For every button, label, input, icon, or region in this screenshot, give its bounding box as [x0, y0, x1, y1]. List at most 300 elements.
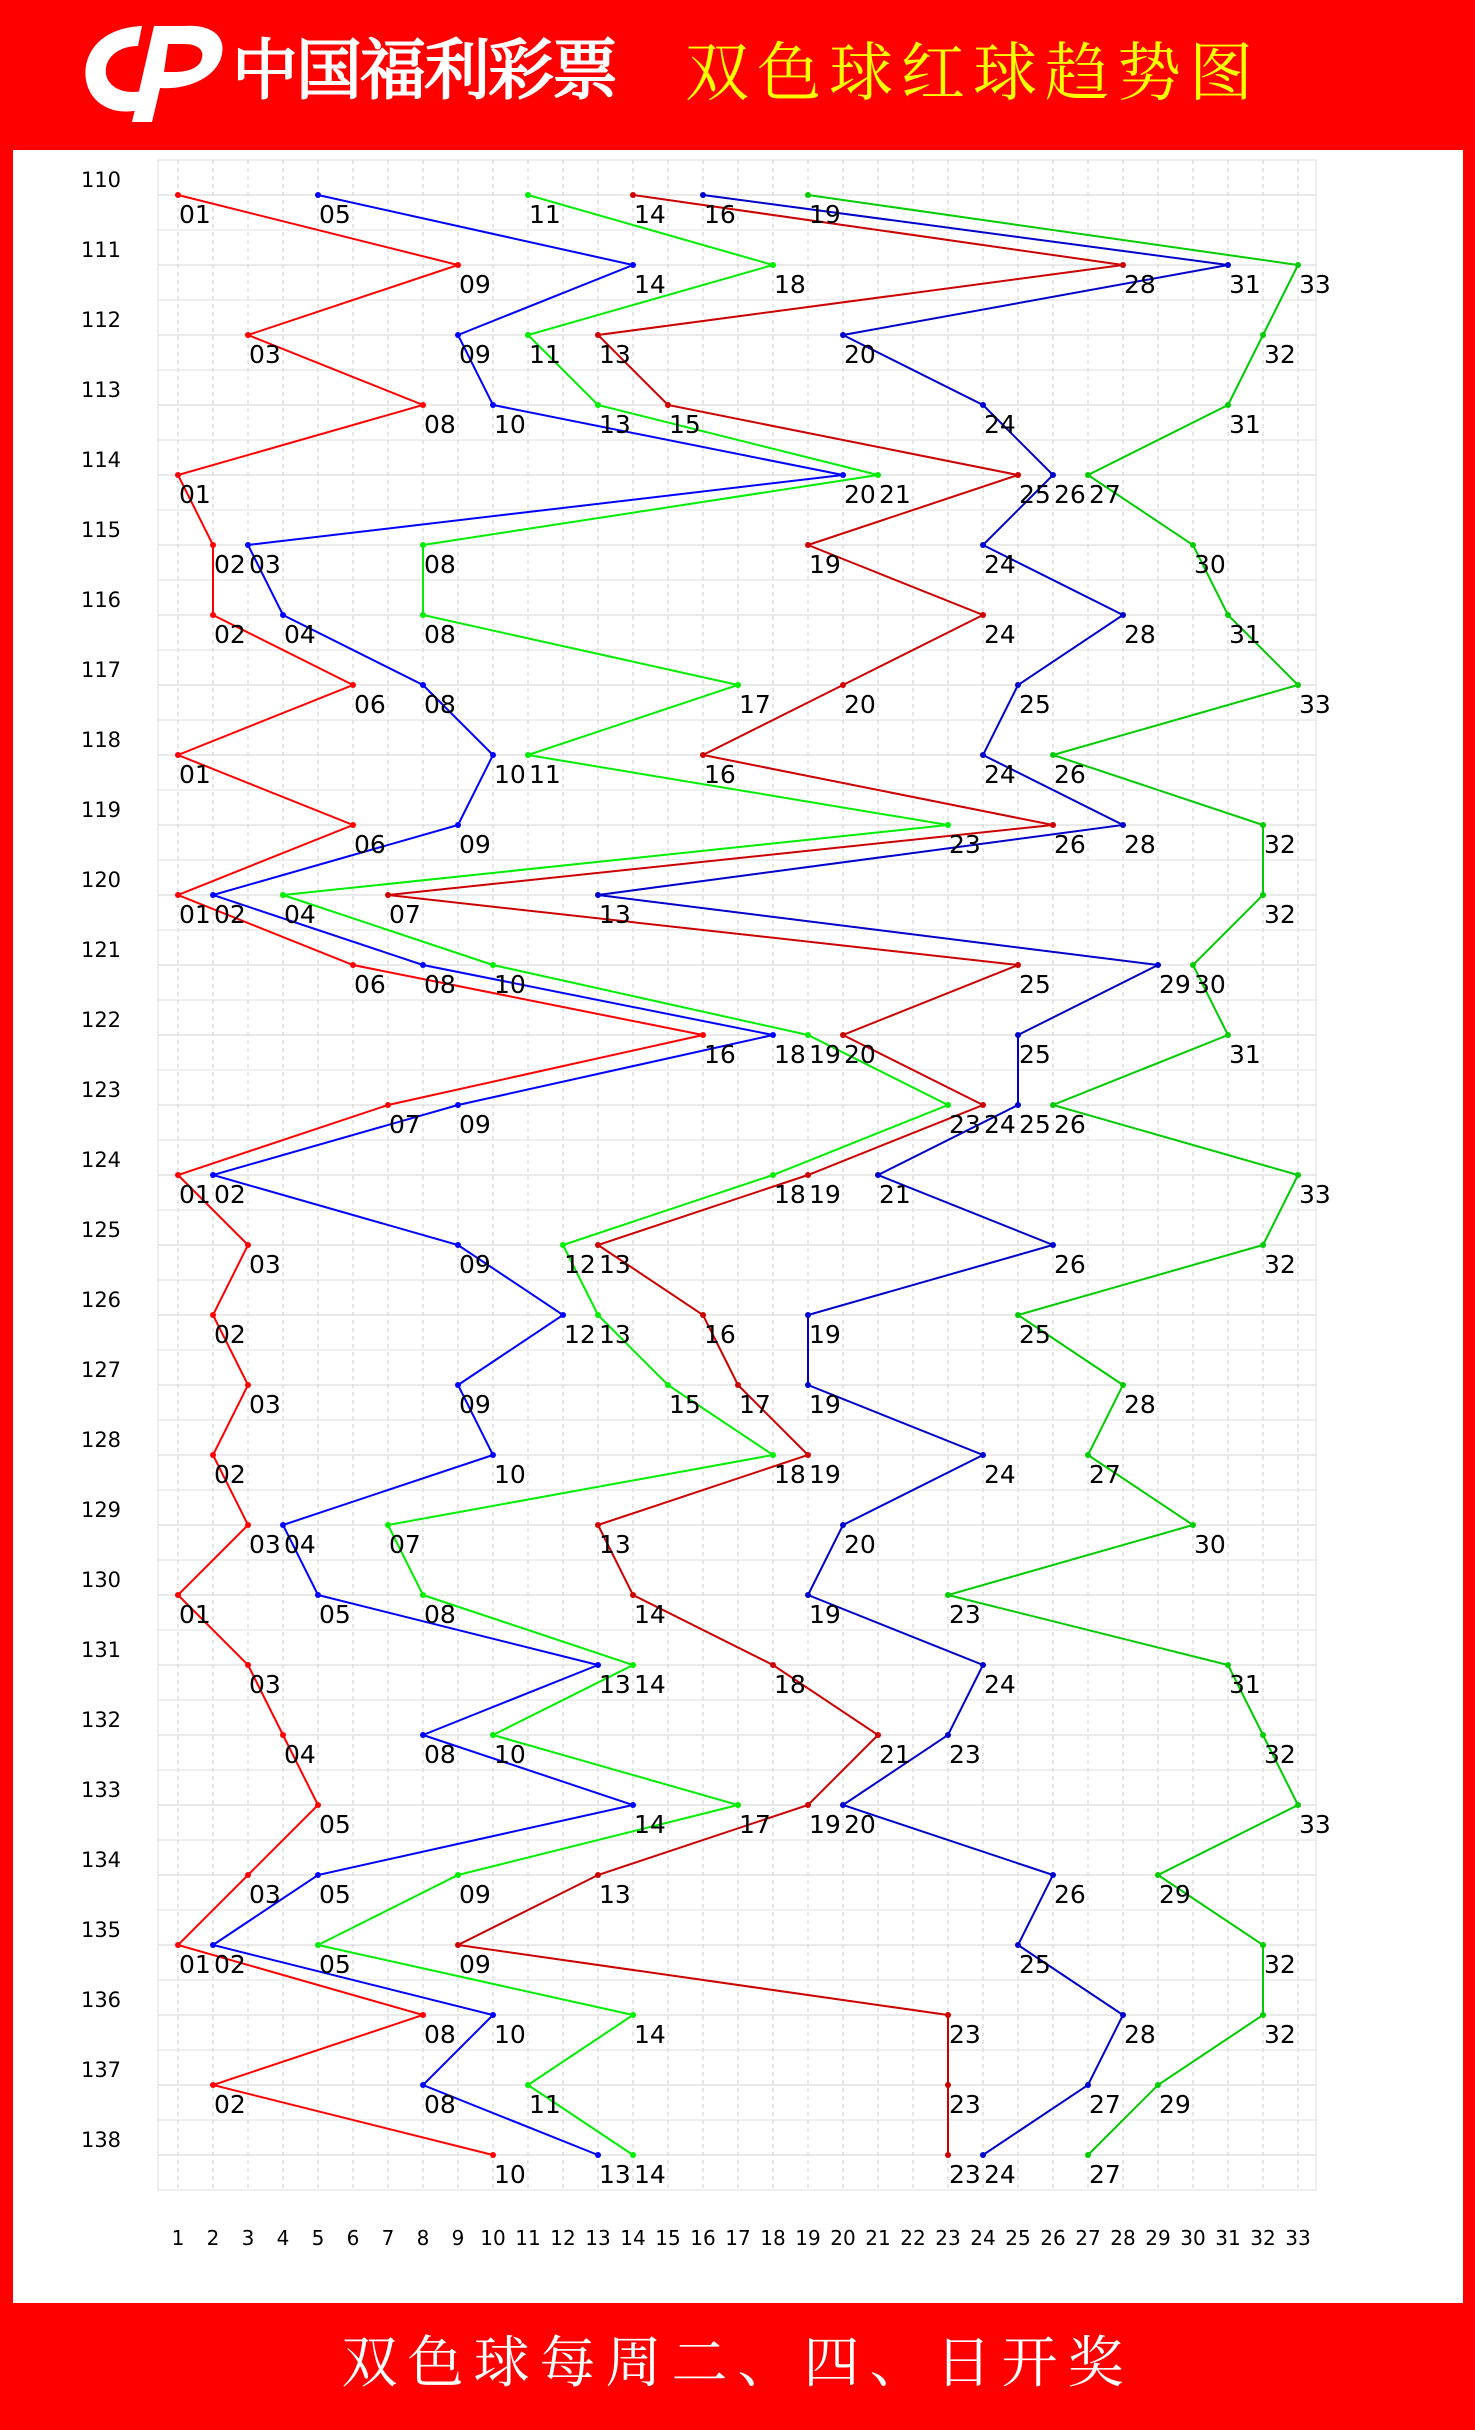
- data-point: [1295, 1802, 1301, 1808]
- data-point: [245, 332, 251, 338]
- data-point: [875, 472, 881, 478]
- data-point: [175, 1592, 181, 1598]
- footer: [0, 2303, 1475, 2430]
- x-tick-label: 21: [865, 2226, 891, 2250]
- ball-number-label: 08: [424, 970, 456, 999]
- x-tick-label: 29: [1145, 2226, 1171, 2250]
- data-point: [315, 1592, 321, 1598]
- ball-number-label: 11: [529, 760, 561, 789]
- ball-number-label: 28: [1124, 2020, 1156, 2049]
- x-tick-label: 28: [1110, 2226, 1136, 2250]
- brand-title: 中国福利彩票: [232, 32, 616, 109]
- ball-number-label: 09: [459, 1950, 491, 1979]
- data-point: [875, 1172, 881, 1178]
- issue-label: 117: [80, 658, 122, 682]
- x-tick-label: 31: [1215, 2226, 1241, 2250]
- data-point: [945, 1732, 951, 1738]
- ball-number-label: 28: [1124, 620, 1156, 649]
- data-point: [1225, 1662, 1231, 1668]
- data-point: [525, 752, 531, 758]
- data-point: [805, 1452, 811, 1458]
- data-point: [490, 1732, 496, 1738]
- data-point: [805, 192, 811, 198]
- ball-number-label: 02: [214, 1460, 246, 1489]
- ball-number-label: 11: [529, 340, 561, 369]
- ball-number-label: 08: [424, 620, 456, 649]
- data-point: [1260, 1242, 1266, 1248]
- data-point: [490, 2012, 496, 2018]
- ball-number-label: 16: [704, 1320, 736, 1349]
- ball-number-label: 21: [879, 1740, 911, 1769]
- data-point: [595, 402, 601, 408]
- data-point: [525, 332, 531, 338]
- data-point: [455, 1382, 461, 1388]
- data-point: [455, 332, 461, 338]
- ball-number-label: 27: [1089, 2160, 1121, 2189]
- data-point: [175, 472, 181, 478]
- x-tick-label: 33: [1285, 2226, 1311, 2250]
- ball-number-label: 10: [494, 970, 526, 999]
- ball-number-label: 31: [1229, 620, 1261, 649]
- data-point: [175, 752, 181, 758]
- ball-number-label: 19: [809, 550, 841, 579]
- ball-number-label: 03: [249, 1670, 281, 1699]
- issue-label: 128: [80, 1428, 122, 1452]
- data-point: [735, 1802, 741, 1808]
- data-point: [945, 2082, 951, 2088]
- ball-number-label: 05: [319, 1600, 351, 1629]
- ball-number-label: 06: [354, 830, 386, 859]
- ball-number-label: 29: [1159, 2090, 1191, 2119]
- data-point: [980, 402, 986, 408]
- data-point: [805, 1592, 811, 1598]
- x-tick-label: 2: [206, 2226, 220, 2250]
- ball-number-label: 03: [249, 1530, 281, 1559]
- issue-label: 137: [80, 2058, 122, 2082]
- ball-number-label: 10: [494, 1740, 526, 1769]
- data-point: [1260, 1942, 1266, 1948]
- data-point: [1015, 1942, 1021, 1948]
- data-point: [560, 1312, 566, 1318]
- data-point: [210, 1942, 216, 1948]
- ball-number-label: 19: [809, 1390, 841, 1419]
- ball-number-label: 19: [809, 200, 841, 229]
- issue-label: 134: [80, 1848, 122, 1872]
- data-point: [350, 682, 356, 688]
- ball-number-label: 25: [1019, 690, 1051, 719]
- ball-number-label: 11: [529, 2090, 561, 2119]
- data-point: [1155, 962, 1161, 968]
- issue-label: 130: [80, 1568, 122, 1592]
- issue-label: 129: [80, 1498, 122, 1522]
- data-point: [1295, 682, 1301, 688]
- ball-number-label: 32: [1264, 340, 1296, 369]
- ball-number-label: 24: [984, 760, 1016, 789]
- data-point: [1085, 2082, 1091, 2088]
- data-point: [1050, 1872, 1056, 1878]
- data-point: [980, 2152, 986, 2158]
- data-point: [385, 1102, 391, 1108]
- data-point: [595, 1242, 601, 1248]
- ball-number-label: 19: [809, 1320, 841, 1349]
- x-tick-label: 24: [970, 2226, 996, 2250]
- ball-number-label: 13: [599, 340, 631, 369]
- data-point: [840, 1032, 846, 1038]
- x-tick-label: 30: [1180, 2226, 1206, 2250]
- data-point: [770, 1172, 776, 1178]
- ball-number-label: 08: [424, 2020, 456, 2049]
- ball-number-label: 01: [179, 1600, 211, 1629]
- data-point: [210, 2082, 216, 2088]
- data-point: [175, 1942, 181, 1948]
- ball-number-label: 33: [1299, 1180, 1331, 1209]
- x-tick-label: 20: [830, 2226, 856, 2250]
- data-point: [945, 2012, 951, 2018]
- ball-number-label: 18: [774, 1040, 806, 1069]
- chart-subtitle: 双色球红球趋势图: [685, 37, 1261, 111]
- issue-label: 121: [80, 938, 122, 962]
- data-point: [700, 192, 706, 198]
- issue-label: 120: [80, 868, 122, 892]
- data-point: [1225, 612, 1231, 618]
- ball-number-label: 20: [844, 1040, 876, 1069]
- ball-number-label: 27: [1089, 2090, 1121, 2119]
- data-point: [595, 1312, 601, 1318]
- ball-number-label: 03: [249, 1880, 281, 1909]
- x-tick-label: 17: [725, 2226, 751, 2250]
- data-point: [315, 1802, 321, 1808]
- data-point: [245, 1242, 251, 1248]
- ball-number-label: 24: [984, 1110, 1016, 1139]
- data-point: [1155, 2082, 1161, 2088]
- ball-number-label: 14: [634, 270, 666, 299]
- x-tick-label: 26: [1040, 2226, 1066, 2250]
- x-tick-label: 18: [760, 2226, 786, 2250]
- ball-number-label: 09: [459, 340, 491, 369]
- data-point: [420, 1592, 426, 1598]
- data-point: [420, 2082, 426, 2088]
- ball-number-label: 29: [1159, 970, 1191, 999]
- x-tick-label: 22: [900, 2226, 926, 2250]
- data-point: [805, 1382, 811, 1388]
- data-point: [1190, 962, 1196, 968]
- data-point: [1155, 1872, 1161, 1878]
- data-point: [1015, 962, 1021, 968]
- ball-number-label: 26: [1054, 1110, 1086, 1139]
- ball-number-label: 30: [1194, 970, 1226, 999]
- ball-number-label: 27: [1089, 1460, 1121, 1489]
- ball-number-label: 09: [459, 1390, 491, 1419]
- ball-number-label: 25: [1019, 480, 1051, 509]
- data-point: [210, 542, 216, 548]
- data-point: [280, 892, 286, 898]
- x-tick-label: 19: [795, 2226, 821, 2250]
- ball-number-label: 28: [1124, 1390, 1156, 1419]
- issue-label: 116: [80, 588, 122, 612]
- x-tick-label: 12: [550, 2226, 576, 2250]
- data-point: [980, 612, 986, 618]
- ball-number-label: 23: [949, 1110, 981, 1139]
- issue-label: 132: [80, 1708, 122, 1732]
- data-point: [1085, 472, 1091, 478]
- issue-label: 126: [80, 1288, 122, 1312]
- ball-number-label: 32: [1264, 900, 1296, 929]
- data-point: [490, 752, 496, 758]
- ball-number-label: 12: [564, 1250, 596, 1279]
- ball-number-label: 01: [179, 760, 211, 789]
- data-point: [1015, 682, 1021, 688]
- ball-number-label: 21: [879, 480, 911, 509]
- data-point: [420, 1732, 426, 1738]
- ball-number-label: 14: [634, 1810, 666, 1839]
- welfare-lottery-logo-icon: [80, 18, 230, 130]
- ball-number-label: 24: [984, 620, 1016, 649]
- data-point: [245, 542, 251, 548]
- ball-number-label: 07: [389, 1530, 421, 1559]
- ball-number-label: 28: [1124, 270, 1156, 299]
- ball-number-label: 04: [284, 620, 316, 649]
- ball-number-label: 26: [1054, 830, 1086, 859]
- ball-number-label: 07: [389, 900, 421, 929]
- ball-number-label: 24: [984, 410, 1016, 439]
- data-point: [1050, 822, 1056, 828]
- data-point: [315, 1872, 321, 1878]
- ball-number-label: 23: [949, 2020, 981, 2049]
- ball-number-label: 05: [319, 1810, 351, 1839]
- data-point: [980, 542, 986, 548]
- data-point: [420, 402, 426, 408]
- data-point: [1260, 332, 1266, 338]
- data-point: [945, 2152, 951, 2158]
- ball-number-label: 04: [284, 1530, 316, 1559]
- issue-label: 124: [80, 1148, 122, 1172]
- data-point: [1015, 1032, 1021, 1038]
- ball-number-label: 08: [424, 1740, 456, 1769]
- data-point: [1050, 472, 1056, 478]
- draw-schedule-text: 双色球每周二、四、日开奖: [341, 2331, 1134, 2396]
- ball-number-label: 02: [214, 2090, 246, 2119]
- data-point: [455, 822, 461, 828]
- data-point: [980, 1452, 986, 1458]
- data-point: [840, 682, 846, 688]
- data-point: [280, 1522, 286, 1528]
- ball-number-label: 14: [634, 2160, 666, 2189]
- data-point: [1260, 892, 1266, 898]
- ball-number-label: 09: [459, 830, 491, 859]
- ball-number-label: 02: [214, 1320, 246, 1349]
- issue-label: 119: [80, 798, 122, 822]
- data-point: [840, 332, 846, 338]
- data-point: [700, 1312, 706, 1318]
- ball-number-label: 13: [599, 1530, 631, 1559]
- ball-number-label: 32: [1264, 830, 1296, 859]
- data-point: [175, 192, 181, 198]
- data-point: [210, 1172, 216, 1178]
- ball-number-label: 05: [319, 200, 351, 229]
- data-point: [455, 1872, 461, 1878]
- issue-label: 133: [80, 1778, 122, 1802]
- ball-number-label: 13: [599, 410, 631, 439]
- issue-label: 115: [80, 518, 122, 542]
- ball-number-label: 13: [599, 1250, 631, 1279]
- ball-number-label: 26: [1054, 1250, 1086, 1279]
- x-tick-label: 7: [381, 2226, 395, 2250]
- ball-number-label: 04: [284, 1740, 316, 1769]
- ball-number-label: 13: [599, 1320, 631, 1349]
- data-point: [630, 192, 636, 198]
- ball-number-label: 32: [1264, 1740, 1296, 1769]
- data-point: [245, 1662, 251, 1668]
- ball-number-label: 28: [1124, 830, 1156, 859]
- ball-number-label: 02: [214, 620, 246, 649]
- data-point: [1050, 1102, 1056, 1108]
- data-point: [1120, 1382, 1126, 1388]
- ball-number-label: 10: [494, 2020, 526, 2049]
- ball-number-label: 24: [984, 2160, 1016, 2189]
- ball-number-label: 20: [844, 340, 876, 369]
- ball-number-label: 25: [1019, 1110, 1051, 1139]
- data-point: [805, 542, 811, 548]
- ball-number-label: 32: [1264, 1950, 1296, 1979]
- ball-number-label: 23: [949, 1740, 981, 1769]
- data-point: [1120, 612, 1126, 618]
- ball-number-label: 33: [1299, 270, 1331, 299]
- ball-number-label: 02: [214, 1180, 246, 1209]
- ball-number-label: 32: [1264, 2020, 1296, 2049]
- data-point: [455, 1242, 461, 1248]
- data-point: [455, 1102, 461, 1108]
- x-tick-label: 15: [655, 2226, 681, 2250]
- data-point: [420, 962, 426, 968]
- issue-label: 114: [80, 448, 122, 472]
- ball-number-label: 16: [704, 200, 736, 229]
- data-point: [455, 1942, 461, 1948]
- data-point: [945, 1102, 951, 1108]
- ball-number-label: 26: [1054, 1880, 1086, 1909]
- data-point: [1295, 262, 1301, 268]
- ball-number-label: 17: [739, 1390, 771, 1419]
- ball-number-label: 19: [809, 1180, 841, 1209]
- data-point: [455, 262, 461, 268]
- data-point: [630, 1662, 636, 1668]
- data-point: [280, 612, 286, 618]
- ball-number-label: 05: [319, 1950, 351, 1979]
- ball-number-label: 30: [1194, 550, 1226, 579]
- data-point: [1260, 1732, 1266, 1738]
- ball-number-label: 25: [1019, 1320, 1051, 1349]
- data-point: [1225, 1032, 1231, 1038]
- data-point: [1015, 472, 1021, 478]
- ball-number-label: 25: [1019, 1950, 1051, 1979]
- ball-number-label: 08: [424, 410, 456, 439]
- x-tick-label: 16: [690, 2226, 716, 2250]
- data-point: [210, 892, 216, 898]
- data-point: [980, 1102, 986, 1108]
- ball-number-label: 19: [809, 1810, 841, 1839]
- data-point: [735, 1382, 741, 1388]
- data-point: [770, 1032, 776, 1038]
- ball-number-label: 25: [1019, 970, 1051, 999]
- x-tick-label: 23: [935, 2226, 961, 2250]
- data-point: [350, 962, 356, 968]
- chart-axes: [81, 168, 1311, 2250]
- data-point: [595, 1522, 601, 1528]
- issue-label: 127: [80, 1358, 122, 1382]
- ball-number-label: 32: [1264, 1250, 1296, 1279]
- data-point: [700, 752, 706, 758]
- data-point: [175, 892, 181, 898]
- data-point: [490, 2152, 496, 2158]
- ball-number-label: 03: [249, 1250, 281, 1279]
- data-point: [175, 1172, 181, 1178]
- ball-number-label: 14: [634, 1600, 666, 1629]
- data-point: [595, 892, 601, 898]
- ball-number-label: 10: [494, 2160, 526, 2189]
- ball-number-label: 15: [669, 410, 701, 439]
- ball-number-label: 31: [1229, 410, 1261, 439]
- data-point: [945, 822, 951, 828]
- ball-number-label: 14: [634, 2020, 666, 2049]
- data-point: [1120, 2012, 1126, 2018]
- x-tick-label: 3: [241, 2226, 255, 2250]
- ball-number-label: 18: [774, 1670, 806, 1699]
- data-point: [735, 682, 741, 688]
- ball-number-label: 18: [774, 270, 806, 299]
- x-tick-label: 6: [346, 2226, 360, 2250]
- ball-number-label: 05: [319, 1880, 351, 1909]
- data-point: [1260, 2012, 1266, 2018]
- data-point: [840, 472, 846, 478]
- ball-number-label: 01: [179, 900, 211, 929]
- ball-number-label: 07: [389, 1110, 421, 1139]
- data-point: [665, 1382, 671, 1388]
- data-point: [420, 2012, 426, 2018]
- ball-number-label: 13: [599, 1670, 631, 1699]
- data-point: [630, 2012, 636, 2018]
- data-point: [630, 1592, 636, 1598]
- ball-number-label: 09: [459, 270, 491, 299]
- ball-number-label: 29: [1159, 1880, 1191, 1909]
- ball-number-label: 24: [984, 550, 1016, 579]
- x-tick-label: 27: [1075, 2226, 1101, 2250]
- data-point: [945, 1592, 951, 1598]
- issue-label: 122: [80, 1008, 122, 1032]
- data-point: [595, 2152, 601, 2158]
- data-point: [630, 262, 636, 268]
- ball-number-label: 10: [494, 410, 526, 439]
- ball-number-label: 13: [599, 1880, 631, 1909]
- ball-number-label: 09: [459, 1880, 491, 1909]
- ball-number-label: 13: [599, 2160, 631, 2189]
- data-point: [805, 1032, 811, 1038]
- ball-number-label: 10: [494, 1460, 526, 1489]
- issue-label: 138: [80, 2128, 122, 2152]
- data-point: [490, 402, 496, 408]
- ball-number-label: 03: [249, 340, 281, 369]
- ball-number-label: 16: [704, 1040, 736, 1069]
- data-point: [595, 1662, 601, 1668]
- data-point: [210, 1312, 216, 1318]
- ball-number-label: 01: [179, 480, 211, 509]
- ball-number-label: 17: [739, 690, 771, 719]
- data-point: [770, 1452, 776, 1458]
- data-point: [245, 1872, 251, 1878]
- ball-number-label: 20: [844, 480, 876, 509]
- ball-number-label: 19: [809, 1040, 841, 1069]
- ball-number-label: 04: [284, 900, 316, 929]
- ball-number-label: 02: [214, 1950, 246, 1979]
- ball-number-label: 01: [179, 1180, 211, 1209]
